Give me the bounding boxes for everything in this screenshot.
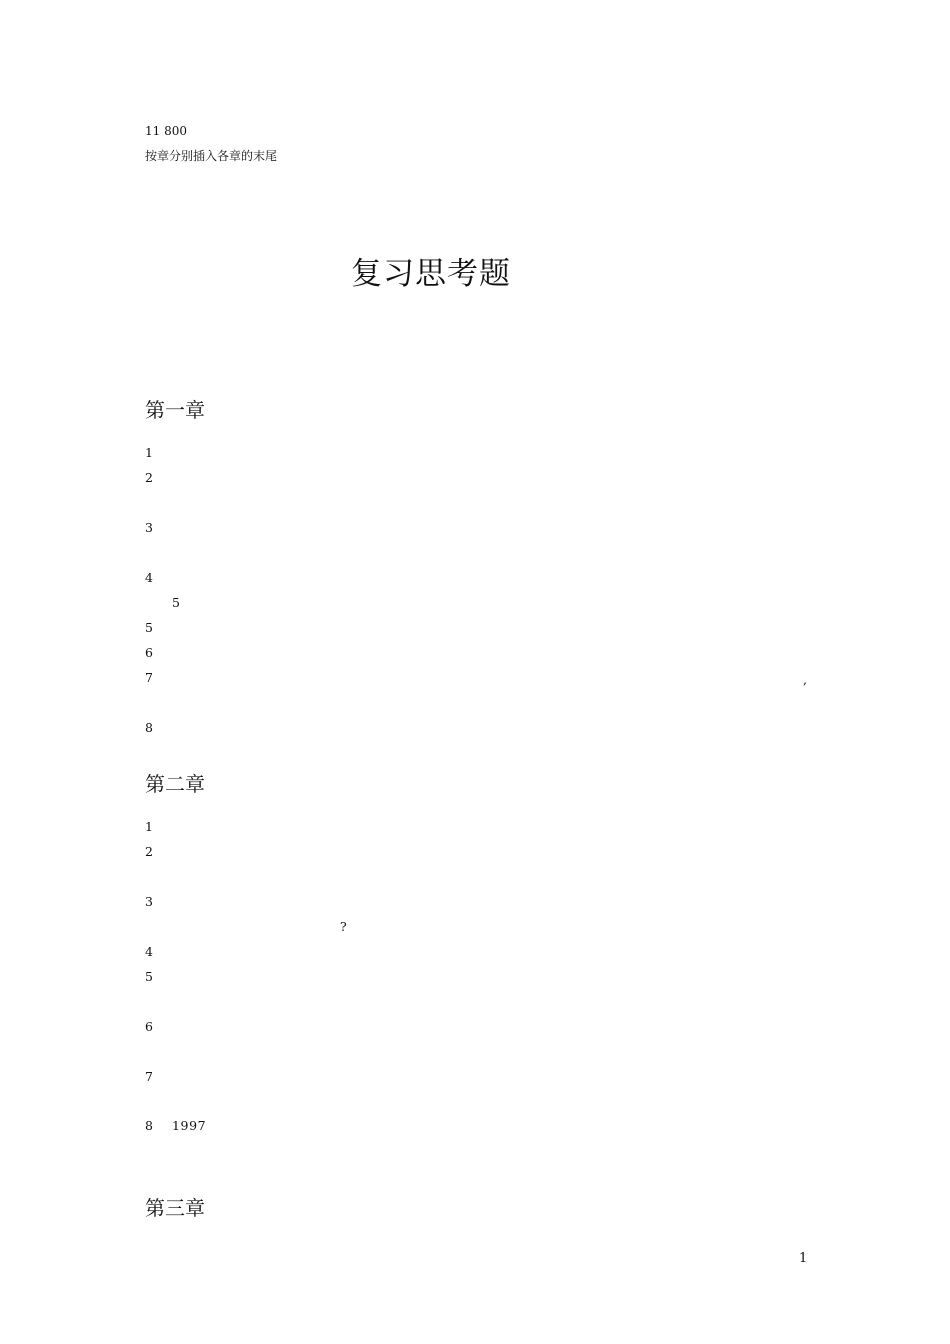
header-line-2: 按章分别插入各章的末尾: [145, 149, 278, 163]
question-number: 4: [145, 570, 154, 585]
page-title: 复习思考题: [351, 256, 511, 292]
chapter-heading-3: 第三章: [145, 1196, 205, 1220]
question-number: 5: [145, 969, 154, 984]
question-number: 4: [145, 944, 154, 959]
question-number: 2: [145, 844, 154, 859]
question-number: 7: [145, 670, 154, 685]
question-text: 5: [172, 595, 181, 610]
question-number: 6: [145, 645, 154, 660]
question-number: 8: [145, 720, 154, 735]
question-number: 5: [145, 620, 154, 635]
question-text: ,: [803, 672, 808, 687]
question-number: 3: [145, 894, 154, 909]
header-line-1: 11 800: [145, 124, 187, 138]
question-number: 7: [145, 1069, 154, 1084]
question-number: 2: [145, 470, 154, 485]
question-number: 8: [145, 1118, 154, 1133]
chapter-heading-2: 第二章: [145, 772, 205, 796]
question-text: 1997: [172, 1118, 207, 1133]
page-number: 1: [799, 1251, 808, 1266]
question-number: 1: [145, 445, 154, 460]
question-number: 1: [145, 819, 154, 834]
question-text: ?: [340, 919, 348, 934]
question-number: 3: [145, 520, 154, 535]
chapter-heading-1: 第一章: [145, 398, 205, 422]
question-number: 6: [145, 1019, 154, 1034]
